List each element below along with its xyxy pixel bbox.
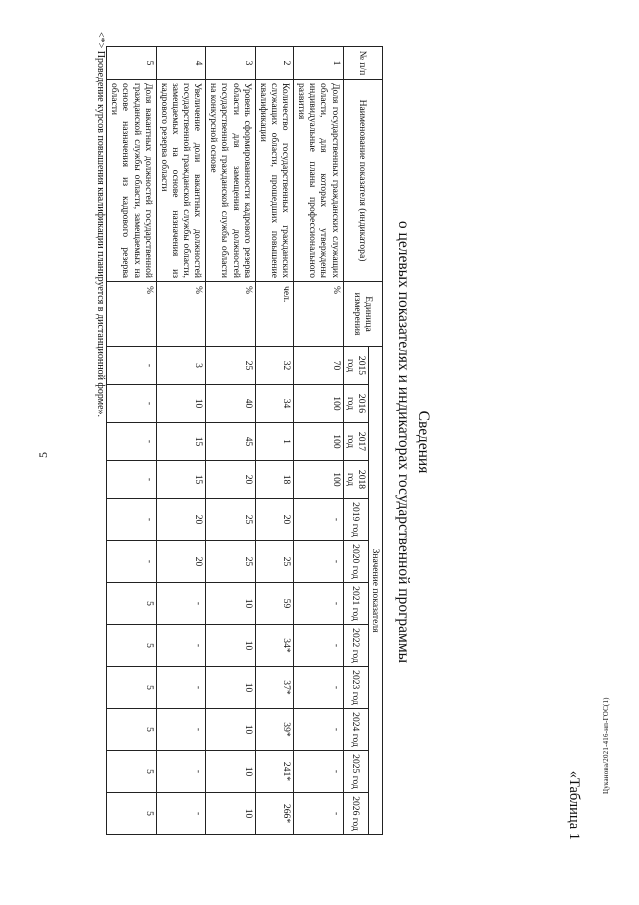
value-cell: 59 bbox=[255, 583, 293, 625]
value-cell: 25 bbox=[255, 541, 293, 583]
header-row bbox=[368, 47, 382, 835]
value-cell: 15 bbox=[156, 461, 206, 499]
document-code: Цуканова/2021-416-нп-ГОС(1) bbox=[602, 697, 610, 794]
value-cell: 5 bbox=[107, 625, 157, 667]
value-cell: - bbox=[156, 709, 206, 751]
row-number: 5 bbox=[107, 47, 157, 80]
value-cell: 5 bbox=[107, 583, 157, 625]
value-cell: 34 bbox=[255, 385, 293, 423]
row-number: 2 bbox=[255, 47, 293, 80]
row-number: 3 bbox=[206, 47, 256, 80]
value-cell: 100 bbox=[294, 423, 344, 461]
header-year: 2016 год bbox=[343, 385, 368, 423]
unit-cell: чел. bbox=[255, 282, 293, 347]
title-heading: Сведения bbox=[415, 410, 432, 474]
header-year: 2022 год bbox=[343, 625, 368, 667]
unit-cell: % bbox=[206, 282, 256, 347]
rotated-content bbox=[28, 8, 588, 876]
value-cell: 34* bbox=[255, 625, 293, 667]
value-cell: - bbox=[294, 499, 344, 541]
value-cell: 37* bbox=[255, 667, 293, 709]
header-year: 2017 год bbox=[343, 423, 368, 461]
value-cell: 25 bbox=[206, 347, 256, 385]
value-cell: 20 bbox=[156, 541, 206, 583]
value-cell: 32 bbox=[255, 347, 293, 385]
value-cell: - bbox=[107, 541, 157, 583]
value-cell: 10 bbox=[206, 793, 256, 835]
value-cell: 266* bbox=[255, 793, 293, 835]
value-cell: 18 bbox=[255, 461, 293, 499]
value-cell: - bbox=[156, 793, 206, 835]
value-cell: 20 bbox=[206, 461, 256, 499]
value-cell: 70 bbox=[294, 347, 344, 385]
value-cell: - bbox=[107, 461, 157, 499]
indicator-name: Доля государственных гражданских служащих области, для которых утверждены индивидуальные планы профессионального развития bbox=[294, 80, 344, 282]
unit-cell: % bbox=[156, 282, 206, 347]
table-row bbox=[294, 47, 344, 835]
table-row bbox=[255, 47, 293, 835]
value-cell: - bbox=[156, 583, 206, 625]
value-cell: 15 bbox=[156, 423, 206, 461]
header-year: 2026 год bbox=[343, 793, 368, 835]
table-row bbox=[107, 47, 157, 835]
table-label: «Таблица 1 bbox=[566, 770, 582, 840]
value-cell: - bbox=[107, 499, 157, 541]
header-values: Значение показателя bbox=[368, 347, 382, 835]
value-cell: - bbox=[156, 625, 206, 667]
header-year: 2018 год bbox=[343, 461, 368, 499]
value-cell: 40 bbox=[206, 385, 256, 423]
value-cell: 10 bbox=[206, 751, 256, 793]
value-cell: 20 bbox=[156, 499, 206, 541]
value-cell: - bbox=[294, 541, 344, 583]
value-cell: 5 bbox=[107, 793, 157, 835]
value-cell: - bbox=[156, 751, 206, 793]
value-cell: 20 bbox=[255, 499, 293, 541]
header-year: 2024 год bbox=[343, 709, 368, 751]
header-year: 2015 год bbox=[343, 347, 368, 385]
indicator-name: Доля вакантных должностей государственной гражданской службы области, замещаемых на основе назначения из кадрового резерва области bbox=[107, 80, 157, 282]
table-row bbox=[206, 47, 256, 835]
value-cell: 10 bbox=[206, 667, 256, 709]
value-cell: - bbox=[294, 793, 344, 835]
value-cell: 45 bbox=[206, 423, 256, 461]
header-name: Наименование показателя (индикатора) bbox=[343, 80, 382, 282]
header-year: 2019 год bbox=[343, 499, 368, 541]
table-body bbox=[107, 47, 343, 835]
title-subheading: о целевых показателях и индикаторах государственной программы bbox=[395, 220, 412, 664]
value-cell: - bbox=[294, 625, 344, 667]
value-cell: - bbox=[294, 583, 344, 625]
header-year: 2025 год bbox=[343, 751, 368, 793]
value-cell: - bbox=[107, 423, 157, 461]
value-cell: 5 bbox=[107, 709, 157, 751]
header-year: 2021 год bbox=[343, 583, 368, 625]
value-cell: - bbox=[107, 385, 157, 423]
indicators-table bbox=[106, 46, 383, 835]
value-cell: - bbox=[294, 751, 344, 793]
value-cell: 100 bbox=[294, 461, 344, 499]
page-number: 5 bbox=[36, 452, 50, 458]
value-cell: 5 bbox=[107, 667, 157, 709]
indicator-name: Количество государственных гражданских служащих области, прошедших повышение квалификации bbox=[255, 80, 293, 282]
value-cell: 39* bbox=[255, 709, 293, 751]
value-cell: 25 bbox=[206, 499, 256, 541]
table-row bbox=[156, 47, 206, 835]
header-year: 2023 год bbox=[343, 667, 368, 709]
value-cell: 10 bbox=[206, 709, 256, 751]
value-cell: 10 bbox=[206, 583, 256, 625]
value-cell: 10 bbox=[206, 625, 256, 667]
value-cell: 10 bbox=[156, 385, 206, 423]
value-cell: 241* bbox=[255, 751, 293, 793]
row-number: 1 bbox=[294, 47, 344, 80]
unit-cell: % bbox=[107, 282, 157, 347]
unit-cell: % bbox=[294, 282, 344, 347]
value-cell: 25 bbox=[206, 541, 256, 583]
value-cell: 3 bbox=[156, 347, 206, 385]
header-unit: Единица измерения bbox=[343, 282, 382, 347]
value-cell: 1 bbox=[255, 423, 293, 461]
header-num: № п/п bbox=[343, 47, 382, 80]
footnote: <*> Проведение курсов повышения квалификации планируется в дистанционной форме». bbox=[95, 32, 106, 418]
value-cell: - bbox=[156, 667, 206, 709]
value-cell: - bbox=[107, 347, 157, 385]
value-cell: 5 bbox=[107, 751, 157, 793]
value-cell: - bbox=[294, 667, 344, 709]
header-year: 2020 год bbox=[343, 541, 368, 583]
indicator-name: Увеличение доли вакантных должностей государственной гражданской службы области, замещаемых на основе назначения из кадрового резерва области bbox=[156, 80, 206, 282]
indicator-name: Уровень сформированности кадрового резерва области для замещения должностей государственной гражданской службы области на конкурсной основе bbox=[206, 80, 256, 282]
value-cell: - bbox=[294, 709, 344, 751]
row-number: 4 bbox=[156, 47, 206, 80]
value-cell: 100 bbox=[294, 385, 344, 423]
